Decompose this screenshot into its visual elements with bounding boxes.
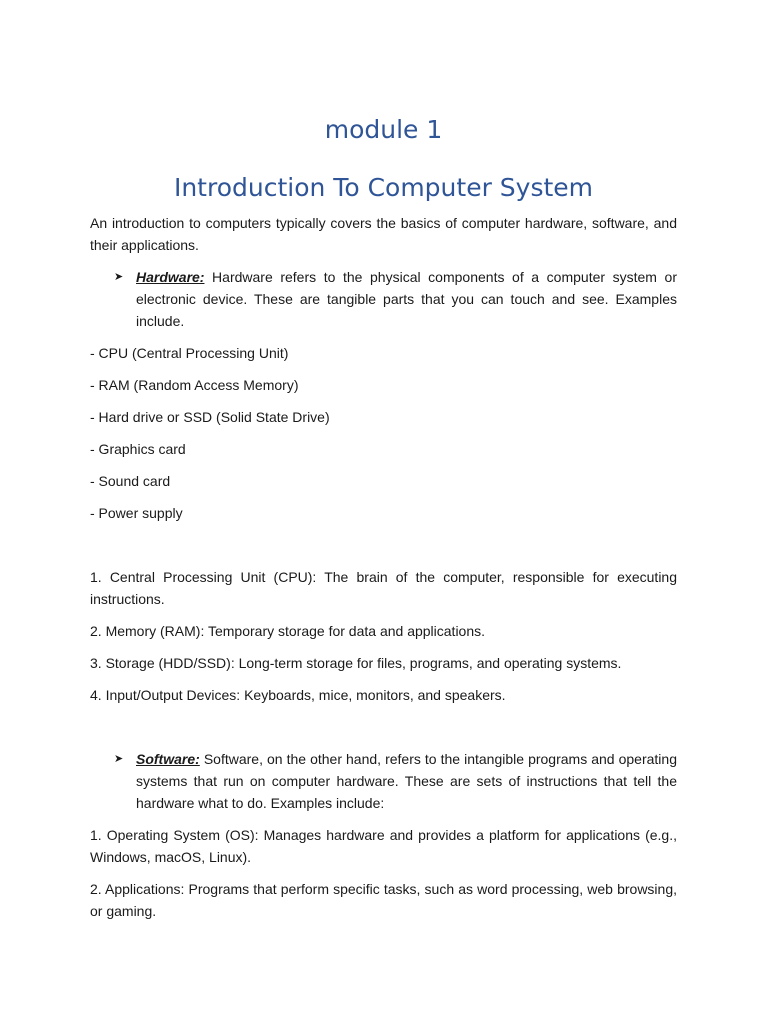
software-numbered-item: 2. Applications: Programs that perform specific tasks, such as word processing, web browsing, or gaming. — [90, 881, 677, 919]
software-description: Software, on the other hand, refers to the intangible programs and operating systems that run on computer hardware. These are sets of instructions that tell the hardware what to do. Examples include: — [136, 751, 677, 811]
software-numbered-item: 1. Operating System (OS): Manages hardware and provides a platform for applications (e.g., Windows, macOS, Linux). — [90, 827, 677, 865]
page-title: Introduction To Computer System — [173, 173, 594, 202]
hardware-numbered-item: 2. Memory (RAM): Temporary storage for data and applications. — [90, 623, 486, 639]
software-bullet — [90, 748, 677, 814]
hardware-example-item: - CPU (Central Processing Unit) — [90, 345, 289, 361]
document-page — [90, 110, 677, 922]
hardware-numbered-item: 3. Storage (HDD/SSD): Long-term storage for files, programs, and operating systems. — [90, 655, 622, 671]
hardware-term: Hardware: — [136, 269, 205, 285]
hardware-example-item: - Graphics card — [90, 441, 186, 457]
arrow-bullet-icon: ➤ — [114, 753, 124, 765]
hardware-example-item: - Sound card — [90, 473, 171, 489]
hardware-example-item: - RAM (Random Access Memory) — [90, 377, 299, 393]
hardware-example-item: - Hard drive or SSD (Solid State Drive) — [90, 409, 330, 425]
software-term: Software: — [136, 751, 200, 767]
module-title: module 1 — [324, 115, 443, 144]
hardware-numbered-item: 1. Central Processing Unit (CPU): The brain of the computer, responsible for executing instructions. — [90, 569, 677, 607]
hardware-numbered-item: 4. Input/Output Devices: Keyboards, mice, monitors, and speakers. — [90, 687, 506, 703]
hardware-example-item: - Power supply — [90, 505, 183, 521]
intro-paragraph: An introduction to computers typically covers the basics of computer hardware, software, and their applications. — [90, 215, 677, 253]
arrow-bullet-icon: ➤ — [114, 271, 124, 283]
spacer — [90, 524, 677, 556]
spacer — [90, 706, 677, 738]
hardware-bullet — [90, 266, 677, 332]
hardware-description: Hardware refers to the physical components of a computer system or electronic device. These are tangible parts that you can touch and see. Examples include. — [136, 269, 677, 329]
